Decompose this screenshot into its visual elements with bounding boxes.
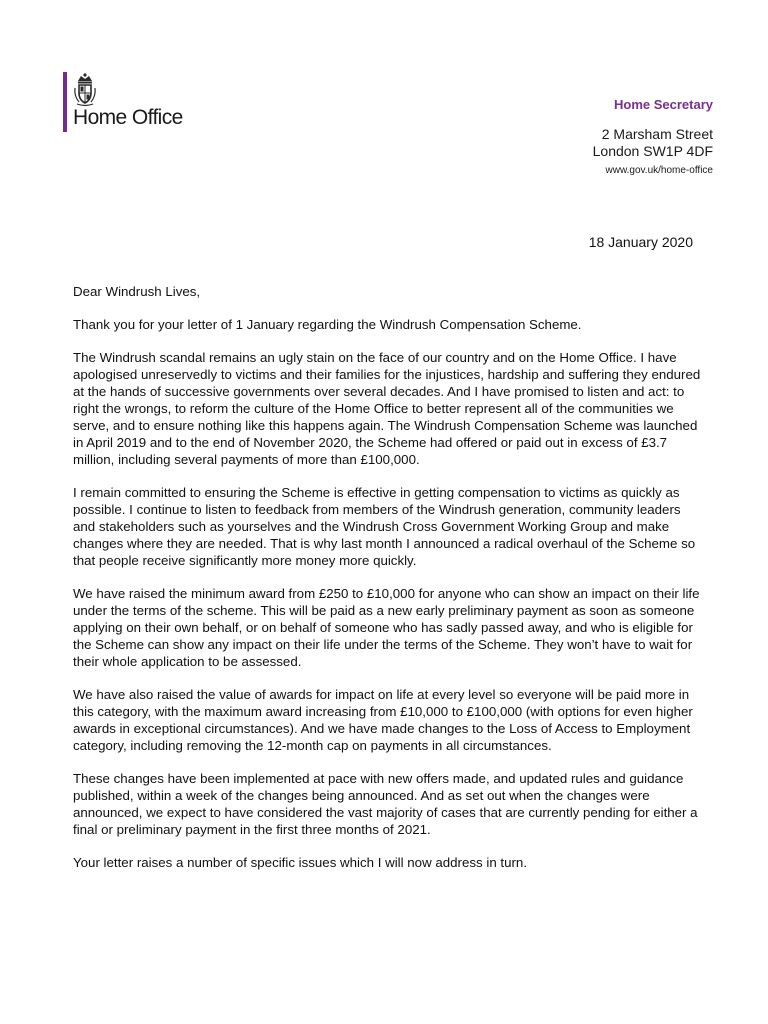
paragraph-7: Your letter raises a number of specific issues which I will now address in turn. — [73, 855, 528, 870]
paragraph-2: The Windrush scandal remains an ugly stain on the face of our country and on the Home Office. I have apologised unreservedly to victims and their families for the injustices, hardship and suffering they endured at the hands of successive governments over several decades. And I have promised to listen and act: to right the wrongs, to reform the culture of the Home Office to better represent all of the communities we serve, and to ensure nothing like this happens again. The Windrush Compensation Scheme was launched in April 2019 and to the end of November 2020, the Scheme had offered or paid out in excess of £3.7 million, including several payments of more than £100,000. — [73, 350, 701, 467]
logo-bar — [63, 72, 67, 132]
paragraph-6: These changes have been implemented at pace with new offers made, and updated rules and guidance published, within a week of the changes being announced. And as set out when the changes were announced, we expect to have considered the vast majority of cases that are currently pending for either a final or preliminary payment in the first three months of 2021. — [73, 771, 698, 837]
royal-crest-icon — [73, 72, 97, 108]
letter-body — [73, 283, 701, 887]
address-line-2: London SW1P 4DF — [592, 143, 713, 159]
paragraph-1: Thank you for your letter of 1 January regarding the Windrush Compensation Scheme. — [73, 317, 582, 332]
paragraph-5: We have also raised the value of awards for impact on life at every level so everyone will be paid more in this category, with the maximum award increasing from £10,000 to £100,000 (with options for even higher awards in exceptional circumstances). And we have made changes to the Loss of Access to Employment category, including removing the 12-month cap on payments in all circumstances. — [73, 687, 693, 753]
paragraph-3: I remain committed to ensuring the Scheme is effective in getting compensation to victims as quickly as possible. I continue to listen to feedback from members of the Windrush generation, community leaders and stakeholders such as yourselves and the Windrush Cross Government Working Group and make changes where they are needed. That is why last month I announced a radical overhaul of the Scheme so that people receive significantly more money more quickly. — [73, 485, 696, 568]
sender-office: Home Secretary — [614, 97, 713, 112]
home-office-logo — [63, 72, 203, 132]
salutation: Dear Windrush Lives, — [73, 284, 201, 299]
website-link[interactable]: www.gov.uk/home-office — [605, 165, 713, 176]
letter-date: 18 January 2020 — [588, 234, 693, 250]
department-name: Home Office — [73, 106, 183, 129]
paragraph-4: We have raised the minimum award from £250 to £10,000 for anyone who can show an impact on their life under the terms of the scheme. This will be paid as a new early preliminary payment as soon as someone applying on their own behalf, or on behalf of someone who has sadly passed away, and who is eligible for the Scheme can show any impact on their life under the terms of the Scheme. They won’t have to wait for their whole application to be assessed. — [73, 586, 700, 669]
sender-block — [593, 96, 713, 178]
address-line-1: 2 Marsham Street — [601, 126, 713, 142]
